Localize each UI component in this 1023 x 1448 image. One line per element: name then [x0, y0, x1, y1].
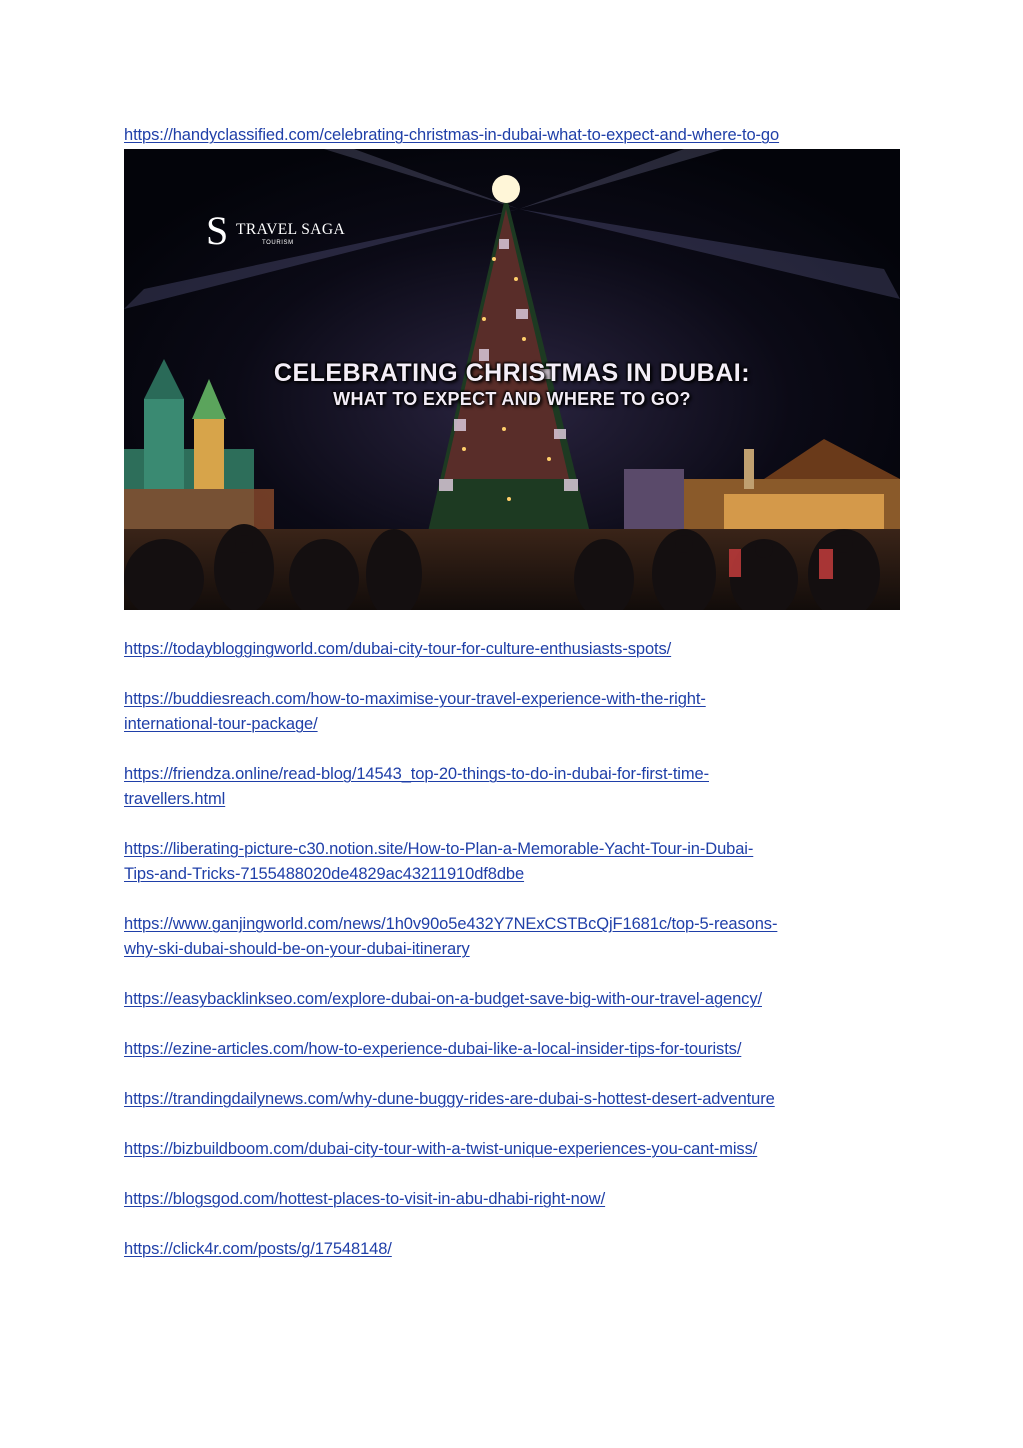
- link-friendza[interactable]: [124, 762, 709, 812]
- link-line: https://www.ganjingworld.com/news/1h0v90o5e432Y7NExCSTBcQjF1681c/top-5-reasons-: [124, 915, 778, 933]
- brand-sub: TOURISM: [262, 240, 294, 246]
- hero-image: [124, 149, 900, 610]
- link-handyclassified[interactable]: [124, 123, 779, 148]
- link-trandingdailynews[interactable]: [124, 1087, 775, 1112]
- link-line: https://ezine-articles.com/how-to-experience-dubai-like-a-local-insider-tips-for-tourists/: [124, 1040, 742, 1058]
- link-todaybloggingworld[interactable]: [124, 637, 671, 662]
- link-line: travellers.html: [124, 790, 226, 808]
- brand-mark: S: [206, 208, 229, 253]
- link-click4r[interactable]: [124, 1237, 392, 1262]
- link-line: https://liberating-picture-c30.notion.site/How-to-Plan-a-Memorable-Yacht-Tour-in-Dubai-: [124, 840, 754, 858]
- link-line: Tips-and-Tricks-7155488020de4829ac43211910df8dbe: [124, 865, 525, 883]
- link-line: https://easybacklinkseo.com/explore-dubai-on-a-budget-save-big-with-our-travel-agency/: [124, 990, 762, 1008]
- link-notion[interactable]: [124, 837, 753, 887]
- link-line: why-ski-dubai-should-be-on-your-dubai-itinerary: [124, 940, 470, 958]
- link-line: https://bizbuildboom.com/dubai-city-tour-with-a-twist-unique-experiences-you-cant-miss/: [124, 1140, 758, 1158]
- link-blogsgod[interactable]: [124, 1187, 605, 1212]
- link-bizbuildboom[interactable]: [124, 1137, 757, 1162]
- link-line: https://click4r.com/posts/g/17548148/: [124, 1240, 392, 1258]
- link-ganjingworld[interactable]: [124, 912, 777, 962]
- hero-subtitle: WHAT TO EXPECT AND WHERE TO GO?: [333, 389, 691, 409]
- link-line: https://todaybloggingworld.com/dubai-city-tour-for-culture-enthusiasts-spots/: [124, 640, 672, 658]
- link-line: https://buddiesreach.com/how-to-maximise-your-travel-experience-with-the-right-: [124, 690, 706, 708]
- hero-title: CELEBRATING CHRISTMAS IN DUBAI:: [273, 359, 751, 387]
- link-line: https://trandingdailynews.com/why-dune-buggy-rides-are-dubai-s-hottest-desert-adventure: [124, 1090, 775, 1108]
- link-easybacklinkseo[interactable]: [124, 987, 762, 1012]
- link-line: international-tour-package/: [124, 715, 318, 733]
- brand-name: TRAVEL SAGA: [236, 221, 346, 238]
- link-ezine-articles[interactable]: [124, 1037, 741, 1062]
- link-line: https://friendza.online/read-blog/14543_top-20-things-to-do-in-dubai-for-first-time-: [124, 765, 709, 783]
- link-line: https://blogsgod.com/hottest-places-to-visit-in-abu-dhabi-right-now/: [124, 1190, 606, 1208]
- link-line: https://handyclassified.com/celebrating-christmas-in-dubai-what-to-expect-and-where-to-go: [124, 126, 780, 144]
- link-buddiesreach[interactable]: [124, 687, 706, 737]
